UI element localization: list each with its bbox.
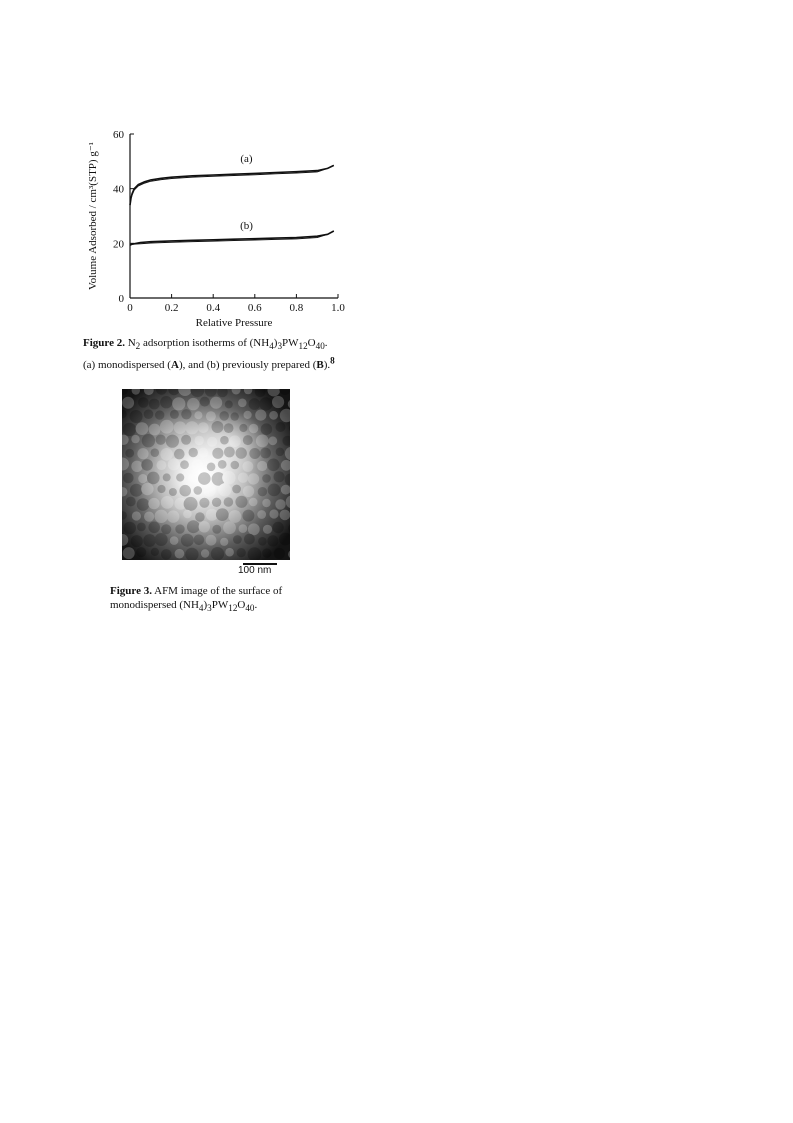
afm-grain	[198, 472, 211, 485]
afm-grain	[160, 396, 172, 408]
afm-grain	[249, 424, 258, 433]
figure-3-caption	[110, 584, 350, 615]
afm-grain	[206, 411, 216, 421]
afm-grain	[123, 473, 134, 484]
afm-grain	[181, 435, 191, 445]
afm-grain	[147, 472, 160, 485]
afm-grain	[195, 436, 204, 445]
afm-grain	[262, 499, 270, 507]
afm-grain	[235, 496, 247, 508]
series-line-0	[130, 165, 334, 205]
afm-grain	[160, 420, 174, 434]
afm-grain	[131, 461, 142, 472]
series-label-b: (b)	[240, 220, 253, 233]
figure-2-caption	[83, 336, 383, 372]
y-axis-label: Volume Adsorbed / cm³(STP) g⁻¹	[87, 142, 99, 290]
afm-grain	[144, 512, 154, 522]
scale-bar-label: 100 nm	[238, 565, 272, 576]
afm-grain	[249, 398, 261, 410]
afm-grain	[232, 485, 241, 494]
afm-grain	[224, 423, 234, 433]
afm-grain	[174, 421, 187, 434]
afm-grain	[130, 484, 143, 497]
afm-grain	[155, 533, 168, 546]
afm-grain	[239, 424, 247, 432]
afm-grain	[184, 497, 198, 511]
afm-grain	[176, 473, 184, 481]
afm-grain	[231, 461, 240, 470]
afm-grain	[175, 524, 184, 533]
afm-grain	[269, 411, 278, 420]
afm-grain	[229, 510, 242, 523]
afm-grain	[276, 448, 285, 457]
afm-grain	[141, 459, 153, 471]
afm-grain	[123, 522, 136, 535]
afm-grain	[212, 448, 223, 459]
afm-grain	[216, 508, 229, 521]
afm-grain	[132, 511, 141, 520]
afm-grain	[212, 498, 221, 507]
afm-grain	[125, 449, 134, 458]
afm-grain	[244, 411, 252, 419]
afm-grain	[126, 497, 136, 507]
afm-grain	[248, 523, 260, 535]
afm-grain	[207, 437, 217, 447]
afm-grain	[206, 535, 217, 546]
afm-grain	[207, 463, 216, 472]
afm-grain	[242, 510, 254, 522]
afm-grain	[238, 399, 247, 408]
afm-grain	[220, 538, 228, 546]
afm-grain	[198, 422, 209, 433]
y-tick-label: 0	[118, 293, 124, 305]
afm-grain	[261, 423, 273, 435]
figure-2-caption-label: Figure 2.	[83, 337, 125, 349]
afm-grain	[156, 435, 166, 445]
afm-grain	[168, 458, 180, 470]
afm-grain	[219, 411, 229, 421]
afm-grain	[130, 410, 143, 423]
afm-grain	[180, 460, 189, 469]
afm-grain	[174, 449, 185, 460]
afm-grain	[161, 549, 172, 560]
afm-grain	[200, 397, 210, 407]
afm-grain	[268, 484, 281, 497]
afm-grain	[224, 497, 234, 507]
afm-grain	[256, 435, 269, 448]
afm-grain	[188, 474, 196, 482]
afm-grain	[260, 448, 271, 459]
afm-grain	[161, 524, 171, 534]
afm-grain	[258, 487, 267, 496]
afm-grain	[123, 547, 135, 559]
afm-grain	[248, 473, 259, 484]
series-label-a: (a)	[240, 152, 253, 165]
afm-grain	[170, 410, 179, 419]
afm-grain	[243, 435, 253, 445]
figure-3-caption-text: AFM image of the surface of monodispersed $(NH_4)_3PW_{12}O_{40}$.	[110, 585, 283, 614]
afm-grain	[148, 498, 159, 509]
afm-grain	[274, 548, 285, 559]
afm-grain	[272, 396, 284, 408]
afm-grain	[157, 460, 167, 470]
afm-grain	[187, 398, 199, 410]
afm-grain	[257, 510, 266, 519]
afm-grain	[155, 410, 164, 419]
afm-grain	[199, 498, 209, 508]
afm-grain	[274, 471, 285, 482]
afm-grain	[243, 461, 254, 472]
afm-grain	[267, 535, 278, 546]
afm-grain	[187, 520, 200, 533]
adsorption-isotherm-chart	[80, 126, 380, 332]
y-tick-label: 60	[113, 129, 124, 141]
afm-grain	[229, 435, 241, 447]
afm-grain	[198, 448, 208, 458]
afm-grain	[131, 435, 139, 443]
y-tick-label: 40	[113, 183, 124, 196]
afm-grain	[212, 421, 224, 433]
afm-grain	[269, 509, 278, 518]
afm-grain	[257, 461, 267, 471]
y-tick-label: 20	[113, 238, 124, 251]
afm-grain	[123, 423, 136, 436]
afm-grain	[131, 535, 143, 547]
afm-grain	[183, 510, 192, 519]
afm-grain	[185, 421, 198, 434]
afm-grain	[199, 521, 210, 532]
afm-grain	[175, 549, 185, 559]
afm-grain	[210, 397, 222, 409]
afm-grain	[138, 474, 147, 483]
afm-grain	[236, 447, 247, 458]
afm-grain	[138, 397, 149, 408]
afm-grain	[194, 486, 203, 495]
afm-grain	[179, 485, 191, 497]
x-tick-label: 0	[127, 302, 133, 314]
afm-grain	[222, 471, 235, 484]
afm-grain	[225, 548, 234, 557]
afm-grain	[244, 534, 255, 545]
afm-grain	[237, 548, 246, 557]
afm-grain	[259, 397, 272, 410]
afm-grain	[189, 448, 198, 457]
figure-3-caption-label: Figure 3.	[110, 585, 152, 597]
afm-grain	[238, 473, 248, 483]
afm-grain	[225, 400, 233, 408]
afm-grain	[223, 521, 236, 534]
afm-grain	[262, 474, 271, 483]
x-tick-label: 0.8	[289, 302, 304, 314]
afm-grain	[144, 409, 154, 419]
afm-grain	[249, 448, 260, 459]
x-axis-label: Relative Pressure	[195, 317, 273, 329]
afm-grain	[233, 535, 242, 544]
afm-grain	[149, 424, 161, 436]
x-tick-label: 0.6	[247, 302, 262, 314]
afm-grain	[137, 523, 146, 532]
afm-surface-image	[122, 389, 290, 560]
afm-grain	[136, 547, 146, 557]
afm-grain	[170, 536, 179, 545]
afm-grain	[157, 485, 165, 493]
x-tick-label: 1.0	[331, 302, 345, 314]
afm-grain	[122, 397, 134, 409]
afm-grain	[212, 525, 221, 534]
afm-grain	[137, 448, 148, 459]
afm-grain	[137, 498, 150, 511]
afm-grain	[148, 522, 160, 534]
afm-grain	[149, 399, 160, 410]
afm-grain	[169, 488, 177, 496]
x-tick-label: 0.2	[164, 302, 179, 314]
afm-grain	[160, 448, 173, 461]
afm-grain	[275, 499, 285, 509]
afm-grain	[151, 548, 159, 556]
afm-grain	[218, 460, 227, 469]
x-tick-label: 0.4	[206, 302, 221, 314]
afm-grain	[239, 524, 248, 533]
afm-grain	[155, 510, 168, 523]
afm-grain	[172, 397, 185, 410]
afm-grain	[141, 483, 153, 495]
afm-grain	[267, 459, 280, 472]
afm-grain	[258, 537, 267, 546]
afm-grain	[276, 422, 286, 432]
afm-grain	[224, 447, 235, 458]
afm-grain	[268, 436, 277, 445]
afm-grain	[243, 486, 254, 497]
afm-grain	[194, 411, 202, 419]
afm-grain	[280, 510, 290, 521]
afm-grain	[218, 483, 231, 496]
afm-grain	[220, 436, 229, 445]
afm-grain	[136, 422, 149, 435]
afm-grain	[204, 485, 216, 497]
afm-grain	[272, 522, 283, 533]
figure-2-caption-text: $N_2$ adsorption isotherms of $(NH_4)_3PW_{12}O_{40}$. (a) monodispersed (A), and (b) previously prepared (B).$^8$	[83, 337, 335, 371]
afm-grain	[161, 496, 174, 509]
afm-grain	[201, 549, 209, 557]
afm-grain	[181, 409, 191, 419]
afm-grain	[211, 547, 224, 560]
afm-grain	[195, 512, 205, 522]
afm-grain	[192, 459, 203, 470]
afm-grain	[142, 434, 155, 447]
afm-grain	[167, 510, 179, 522]
afm-grain	[263, 525, 272, 534]
series-line-branch-1	[130, 231, 334, 245]
afm-grain	[231, 412, 239, 420]
afm-grain	[163, 473, 171, 481]
afm-grain	[262, 548, 271, 557]
afm-grain	[151, 448, 160, 457]
afm-grain	[143, 534, 156, 547]
afm-grain	[166, 435, 179, 448]
afm-grain	[255, 410, 266, 421]
afm-grain	[249, 498, 258, 507]
afm-grain	[194, 535, 205, 546]
afm-grain	[181, 534, 194, 547]
